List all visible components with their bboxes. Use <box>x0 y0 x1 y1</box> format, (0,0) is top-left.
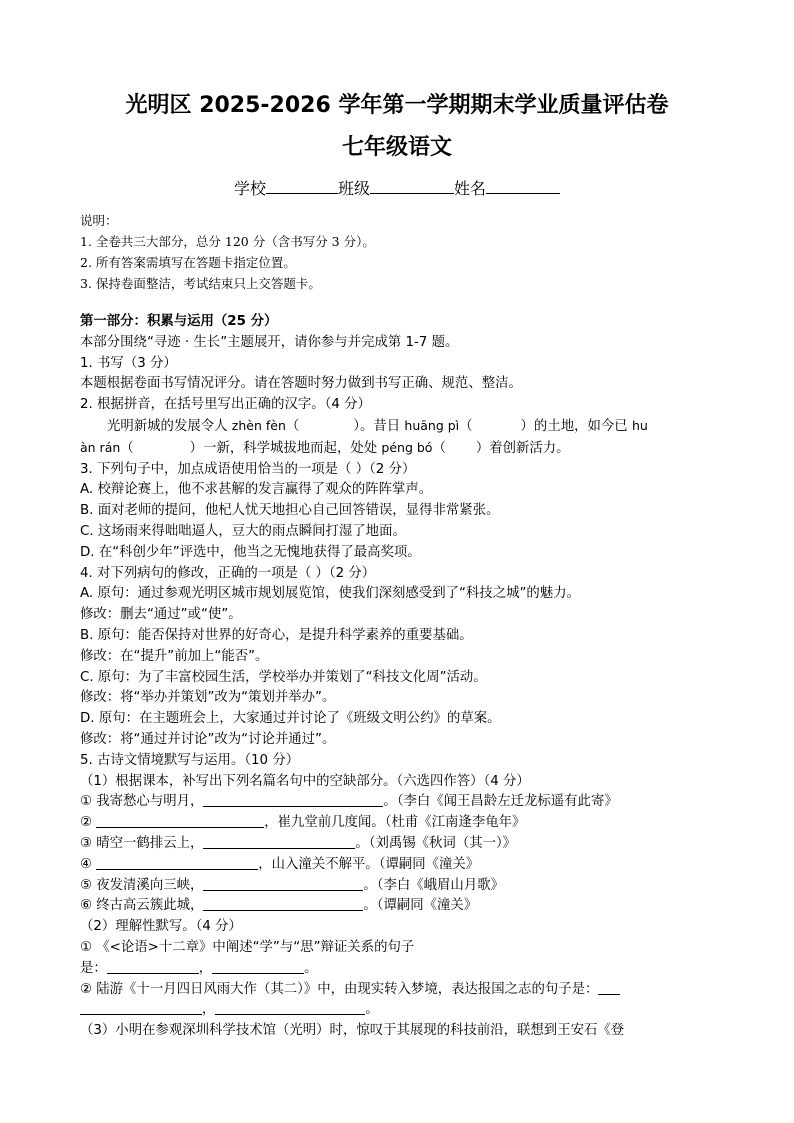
q2-paren: （ <box>432 440 446 456</box>
poem-post: 。（刘禹锡《秋词（其一）》 <box>355 835 517 851</box>
answer-line <box>203 896 363 911</box>
q2-segment: 光明新城的发展令人 <box>107 418 228 434</box>
poem-pre: ① 我寄愁心与明月， <box>80 794 204 810</box>
pinyin: péng bó <box>381 439 433 455</box>
answer-line <box>107 959 199 974</box>
q2-text-line1 <box>80 416 728 438</box>
school-blank <box>266 177 338 194</box>
q5-title: 5. 古诗文情境默写与运用。（10 分） <box>80 752 300 768</box>
q2-paren: （ <box>285 418 300 434</box>
answer-line <box>96 813 264 828</box>
pinyin: àn rán <box>80 439 121 455</box>
poem-post: 。（谭嗣同《潼关》 <box>363 898 478 914</box>
q5-u2-line1 <box>80 980 728 1001</box>
instruction-item: 1. 全卷共三大部分，总分 120 分（含书写分 3 分）。 <box>80 234 375 249</box>
instructions-heading: 说明： <box>80 213 118 228</box>
q4-line: D. 原句：在主题班会上，大家通过并讨论了《班级文明公约》的草案。 <box>80 711 501 727</box>
pinyin: zhèn fèn <box>231 417 286 433</box>
q2-segment: ）着创新活力。 <box>475 440 570 456</box>
poem-item <box>80 813 728 834</box>
instruction-item: 2. 所有答案需填写在答题卡指定位置。 <box>80 255 296 270</box>
poem-pre: ② <box>80 815 97 831</box>
part-heading: 第一部分：积累与运用（25 分） <box>80 314 278 329</box>
poem-item <box>80 792 728 813</box>
q4-line: 修改：将“举办并策划”改为“策划并举办”。 <box>80 690 336 706</box>
answer-line <box>96 855 258 870</box>
exam-title: 光明区 2025-2026 学年第一学期期末学业质量评估卷 <box>125 93 669 118</box>
poem-post: 。（李白《闻王昌龄左迁龙标遥有此寄》 <box>383 794 618 810</box>
pinyin: hu <box>631 417 648 433</box>
answer-line <box>203 792 383 807</box>
q5-u1-line1: ① 《<论语>十二章》中阐述“学”与“思”辩证关系的句子 <box>80 939 415 955</box>
answer-line <box>598 980 620 995</box>
student-info-row <box>0 176 794 199</box>
q5-sub3: （3）小明在参观深圳科学技术馆（光明）时，惊叹于其展现的科技前沿，联想到王安石《登 <box>80 1023 625 1039</box>
q4-line: 修改：在“提升”前加上“能否”。 <box>80 648 269 664</box>
answer-prefix: 是： <box>80 960 107 976</box>
q2-title: 2. 根据拼音，在括号里写出正确的汉字。（4 分） <box>80 397 371 413</box>
poem-item <box>80 896 728 917</box>
q3-option: C. 这场雨来得咄咄逼人，豆大的雨点瞬间打湿了地面。 <box>80 523 406 539</box>
q3-title: 3. 下列句子中，加点成语使用恰当的一项是（ ）（2 分） <box>80 461 416 477</box>
q2-paren: （ <box>120 440 134 456</box>
q5-u1-line2: 是： ， 。 <box>80 960 318 976</box>
q5-sub1: （1）根据课本，补写出下列名篇名句中的空缺部分。（六选四作答）（4 分） <box>80 773 530 789</box>
poem-pre: ⑥ 终古高云簇此城， <box>80 898 204 914</box>
exam-subtitle: 七年级语文 <box>341 135 452 160</box>
answer-line <box>203 876 363 891</box>
pinyin: huāng pì <box>404 417 460 433</box>
q4-line: A. 原句：通过参观光明区城市规划展览馆，使我们深刻感受到了“科技之城”的魅力。 <box>80 586 580 602</box>
poem-post: ，崔九堂前几度闻。（杜甫《江南逢李龟年》 <box>264 815 526 831</box>
poem-pre: ⑤ 夜发清溪向三峡， <box>80 877 204 893</box>
instructions <box>80 210 375 294</box>
q3-option: D. 在“科创少年”评选中，他当之无愧地获得了最高奖项。 <box>80 544 421 560</box>
q4-line: 修改：删去“通过”或“使”。 <box>80 607 242 623</box>
q5-u2-line2: ， 。 <box>80 1000 728 1021</box>
q2-paren: （ <box>459 418 473 434</box>
poem-post: 。（李白《峨眉山月歌》 <box>363 877 504 893</box>
q5-u2-text: ② 陆游《十一月四日风雨大作（其二）》中，由现实转入梦境，表达报国之志的句子是： <box>80 981 599 997</box>
poem-pre: ③ 晴空一鹤排云上， <box>80 835 204 851</box>
school-label: 学校 <box>233 179 266 198</box>
q3-option: B. 面对老师的提问，他杞人忧天地担心自己回答错误，显得非常紧张。 <box>80 503 500 519</box>
poem-item <box>80 876 728 897</box>
q4-title: 4. 对下列病句的修改，正确的一项是（ ）（2 分） <box>80 565 376 581</box>
q1-title: 1. 书写（3 分） <box>80 355 177 371</box>
q2-segment: ）一新，科学城拔地而起，处处 <box>189 440 378 456</box>
part-intro: 本部分围绕“寻迹 · 生长”主题展开，请你参与并完成第 1-7 题。 <box>80 334 459 350</box>
class-label: 班级 <box>337 179 370 198</box>
part-one <box>80 312 728 1042</box>
q4-line: C. 原句：为了丰富校园生活，学校举办并策划了“科技文化周”活动。 <box>80 669 487 685</box>
answer-line <box>212 959 304 974</box>
class-blank <box>370 177 454 194</box>
answer-line <box>203 834 355 849</box>
q4-line: B. 原句：能否保持对世界的好奇心，是提升科学素养的重要基础。 <box>80 627 473 643</box>
poem-post: ，山入潼关不解平。（谭嗣同《潼关》 <box>258 856 480 872</box>
answer-line <box>80 1000 202 1015</box>
poem-item <box>80 855 728 876</box>
q2-segment: ）的土地，如今已 <box>520 418 628 434</box>
name-label: 姓名 <box>454 179 487 198</box>
poem-item <box>80 834 728 855</box>
name-blank <box>486 177 560 194</box>
q3-option: A. 校辩论赛上，他不求甚解的发言赢得了观众的阵阵掌声。 <box>80 482 433 498</box>
q1-text: 本题根据卷面书写情况评分。请在答题时努力做到书写正确、规范、整洁。 <box>80 376 522 392</box>
q2-text-line2 <box>80 438 728 460</box>
instruction-item: 3. 保持卷面整洁，考试结束只上交答题卡。 <box>80 276 321 291</box>
poem-pre: ④ <box>80 856 97 872</box>
q5-sub2: （2）理解性默写。（4 分） <box>80 919 242 935</box>
q4-line: 修改：将“通过并讨论”改为“讨论并通过”。 <box>80 731 336 747</box>
answer-line <box>215 1000 365 1015</box>
q2-segment: ）。昔日 <box>353 418 401 434</box>
